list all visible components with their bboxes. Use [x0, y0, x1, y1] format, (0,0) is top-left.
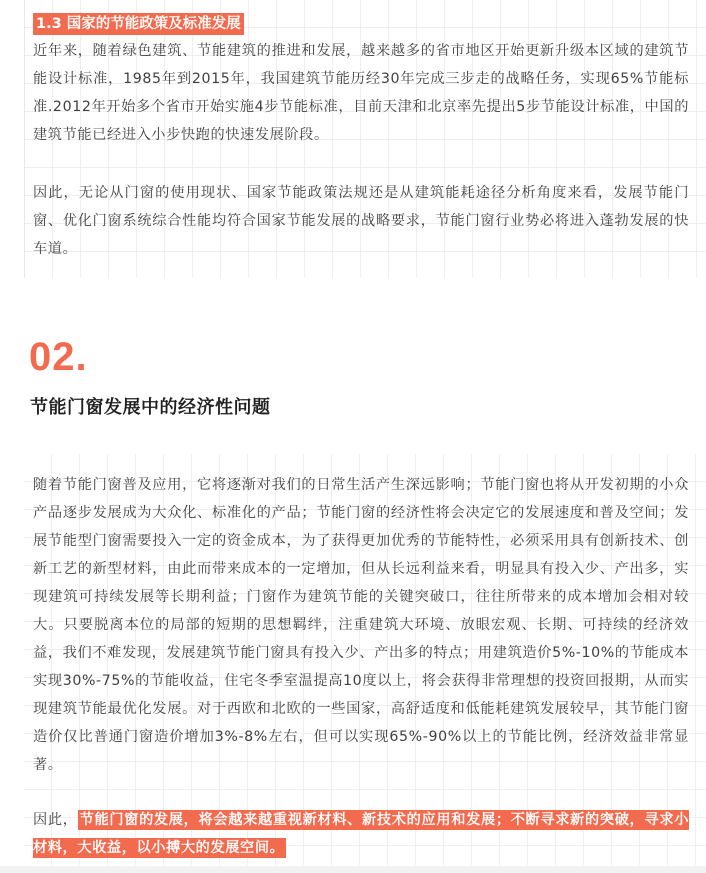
section-title: 节能门窗发展中的经济性问题: [30, 397, 271, 418]
section-number: 02.: [29, 335, 88, 379]
paragraph-economics: 随着节能门窗普及应用，它将逐渐对我们的日常生活产生深远影响；节能门窗也将从开发初期的小众产品逐步发展成为大众化、标准化的产品；节能门窗的经济性将会决定它的发展速度和普及空间；发展节能型门窗需要投入一定的资金成本，为了获得更加优秀的节能特性，必须采用具有创新技术、创新工艺的新型材料，由此而带来成本的一定增加，但从长远利益来看，明显具有投入少、产出多，实现建筑可持续发展等长期利益；门窗作为建筑节能的关键突破口，往往所带来的成本增加会相对较大。只要脱离本位的局部的短期的思想羁绊，注重建筑大环境、放眼宏观、长期、可持续的经济效益，我们不难发现，发展建筑节能门窗具有投入少、产出多的特点；用建筑造价5%-10%的节能成本实现30%-75%的节能收益，住宅冬季室温提高10度以上，将会获得非常理想的投资回报期，从而实现建筑节能最优化发展。对于西欧和北欧的一些国家，高舒适度和低能耗建筑发展较早，其节能门窗造价仅比普通门窗造价增加3%-8%左右，但可以实现65%-90%以上的节能比例，经济效益非常显著。: [33, 477, 689, 773]
summary-highlight-text: 节能门窗的发展，将会越来越重视新材料、新技术的应用和发展；不断寻求新的突破，寻求小材料，大收益，以小搏大的发展空间。: [33, 812, 689, 856]
paragraph-standards-history: 近年来，随着绿色建筑、节能建筑的推进和发展，越来越多的省市地区开始更新升级本区域的建筑节能设计标准，1985年到2015年，我国建筑节能历经30年完成三步走的战略任务，实现65%节能标准.2012年开始多个省市开始实施4步节能标准，目前天津和北京率先提出5步节能设计标准，中国的建筑节能已经进入小步快跑的快速发展阶段。: [33, 43, 689, 143]
bottom-divider: [0, 866, 706, 873]
paragraph-conclusion: 因此，无论从门窗的使用现状、国家节能政策法规还是从建筑能耗途径分析角度来看，发展节能门窗、优化门窗系统综合性能均符合国家节能发展的战略要求，节能门窗行业势必将进入蓬勃发展的快车道。: [33, 185, 689, 257]
summary-lead-text: 因此，: [33, 812, 78, 828]
section-heading-badge: 1.3 国家的节能政策及标准发展: [33, 13, 244, 35]
paragraph-summary: [33, 806, 689, 862]
